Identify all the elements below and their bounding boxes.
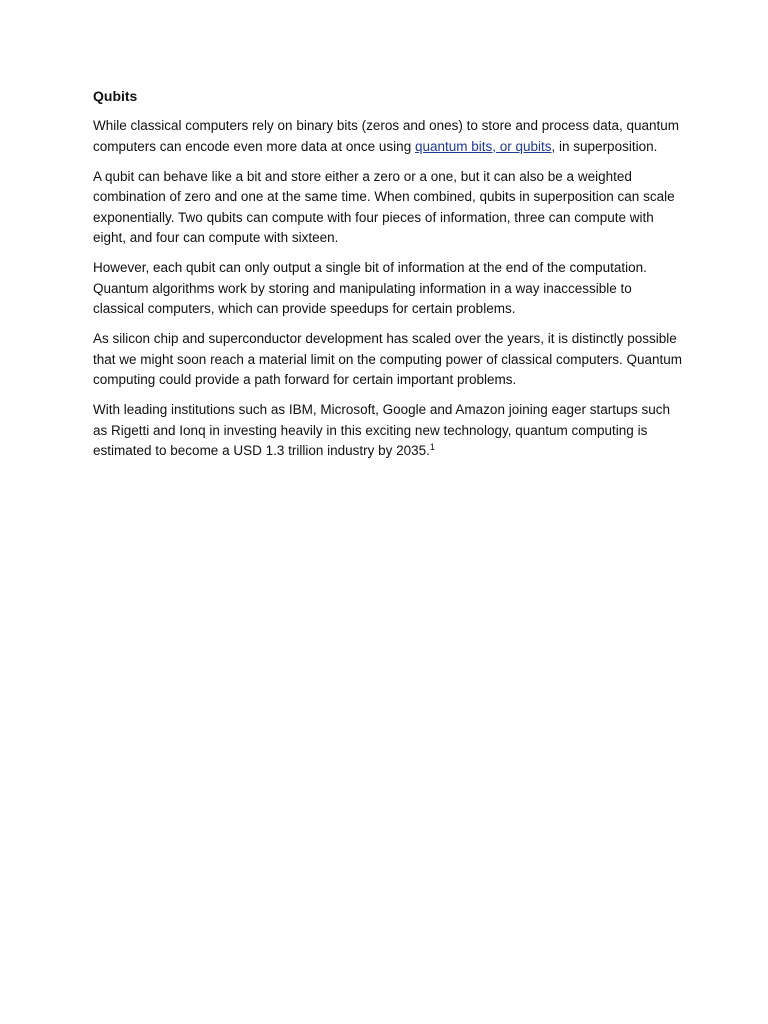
- paragraph-1-text-before: While classical computers rely on binary bits (zeros and ones) to store and process data, quantum computers can encode even more data at once using: [93, 118, 680, 154]
- paragraph-4: As silicon chip and superconductor development has scaled over the years, it is distinctly possible that we might soon reach a material limit on the computing power of classical computers. Quantum computing could provide a path forward for certain important problems.: [93, 331, 683, 387]
- paragraph-3: However, each qubit can only output a single bit of information at the end of the computation. Quantum algorithms work by storing and manipulating information in a way inaccessible to classical computers, which can provide speedups for certain problems.: [93, 260, 647, 316]
- paragraph-2: A qubit can behave like a bit and store either a zero or a one, but it can also be a weighted combination of zero and one at the same time. When combined, qubits in superposition can scale exponentially. Two qubits can compute with four pieces of information, three can compute with eight, and four can compute with sixteen.: [93, 168, 675, 245]
- paragraph-1-text-after: , in superposition.: [551, 138, 658, 154]
- paragraph-1: [93, 116, 683, 157]
- section-heading: Qubits: [93, 88, 138, 104]
- paragraph-5-text: With leading institutions such as IBM, Microsoft, Google and Amazon joining eager startups such as Rigetti and Ionq in investing heavily in this exciting new technology, quantum computing is estimated to become a USD 1.3 trillion industry by 2035.: [93, 402, 671, 458]
- paragraph-5: [93, 400, 683, 462]
- document-page: [93, 86, 683, 471]
- qubits-link[interactable]: quantum bits, or qubits: [414, 138, 552, 154]
- footnote-reference[interactable]: 1: [429, 442, 435, 452]
